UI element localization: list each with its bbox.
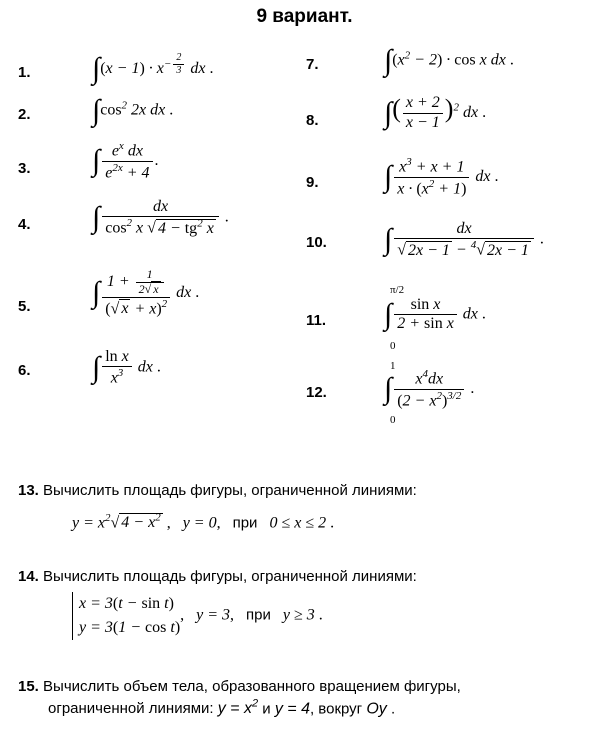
problem-number: 12. xyxy=(306,384,327,401)
integral-10: ∫ $\frac{dx}{√ 2x - 1 - ^4√ 2x - 1}$ . xyxy=(384,220,544,259)
problem-number: 7. xyxy=(306,56,319,73)
problem-number: 5. xyxy=(18,298,31,315)
lower-limit-11: 0 xyxy=(390,340,396,352)
problem-number: 10. xyxy=(306,234,327,251)
integral-7: $\int(x^2 - 2) \cdot \cos x$ dx . xyxy=(384,44,514,77)
integral-4: ∫ $\frac{dx}{\cos^2 x √ 4 - tg^2 x}$ . xyxy=(92,198,229,237)
upper-limit-11: π/2 xyxy=(390,284,405,296)
integral-9: ∫ $\frac{x^3 + x + 1}{x \cdot (x^2 + 1)}$ dx . xyxy=(384,156,499,198)
task-15: 15. Вычислить объем тела, образованного вращением фигуры, ограниченной линиями: $y = x^2$ и y = 4, вокруг Oy . xyxy=(18,678,461,718)
page-title: 9 вариант. xyxy=(256,6,353,27)
formula-14: x = 3(t − sin t) y = 3(1 − cos t), y = 3, при y ≥ 3 . xyxy=(72,592,323,640)
upper-limit-12: 1 xyxy=(390,360,396,372)
integral-1: $\int(x - 1) \cdot x^{- \frac{2}{3}}$ dx . xyxy=(92,52,214,86)
problem-number: 2. xyxy=(18,106,31,123)
task-13: 13. Вычислить площадь фигуры, ограниченной линиями: xyxy=(18,482,417,499)
problem-number: 3. xyxy=(18,160,31,177)
problem-number: 6. xyxy=(18,362,31,379)
problem-number: 1. xyxy=(18,64,31,81)
integral-11: ∫ $\frac{\text{sin x}}{\text{2 + sin x}}$ dx . xyxy=(384,296,486,333)
integral-6: ∫ $\frac{\text{ln x}}{x^3}$ dx . xyxy=(92,348,161,387)
task-14: 14. Вычислить площадь фигуры, ограниченной линиями: xyxy=(18,568,417,585)
problem-number: 8. xyxy=(306,112,319,129)
integral-2: $\int\cos^2$ 2x dx . xyxy=(92,94,174,127)
formula-13: $y = x^2√$ $4 - x^2$ , y = 0, при 0 ≤ x ≤ 2 . xyxy=(72,512,335,532)
lower-limit-12: 0 xyxy=(390,414,396,426)
integral-3: ∫ $\frac{e^x dx}{e^{2x} + 4}$ . xyxy=(92,140,159,182)
problem-number: 11. xyxy=(306,312,327,329)
problem-number: 9. xyxy=(306,174,319,191)
integral-5: ∫ 1 + $\frac{1}{2√ x}$ (√ x + x)$^2$ dx . xyxy=(92,267,200,317)
integral-12: ∫ $\frac{x^4dx}{(2 - x^2)^{3/2}}$ . xyxy=(384,368,475,410)
problem-number: 4. xyxy=(18,216,31,233)
integral-8: ∫( $\frac{x + 2}{x - 1}$ )$^2$ dx . xyxy=(384,94,487,131)
